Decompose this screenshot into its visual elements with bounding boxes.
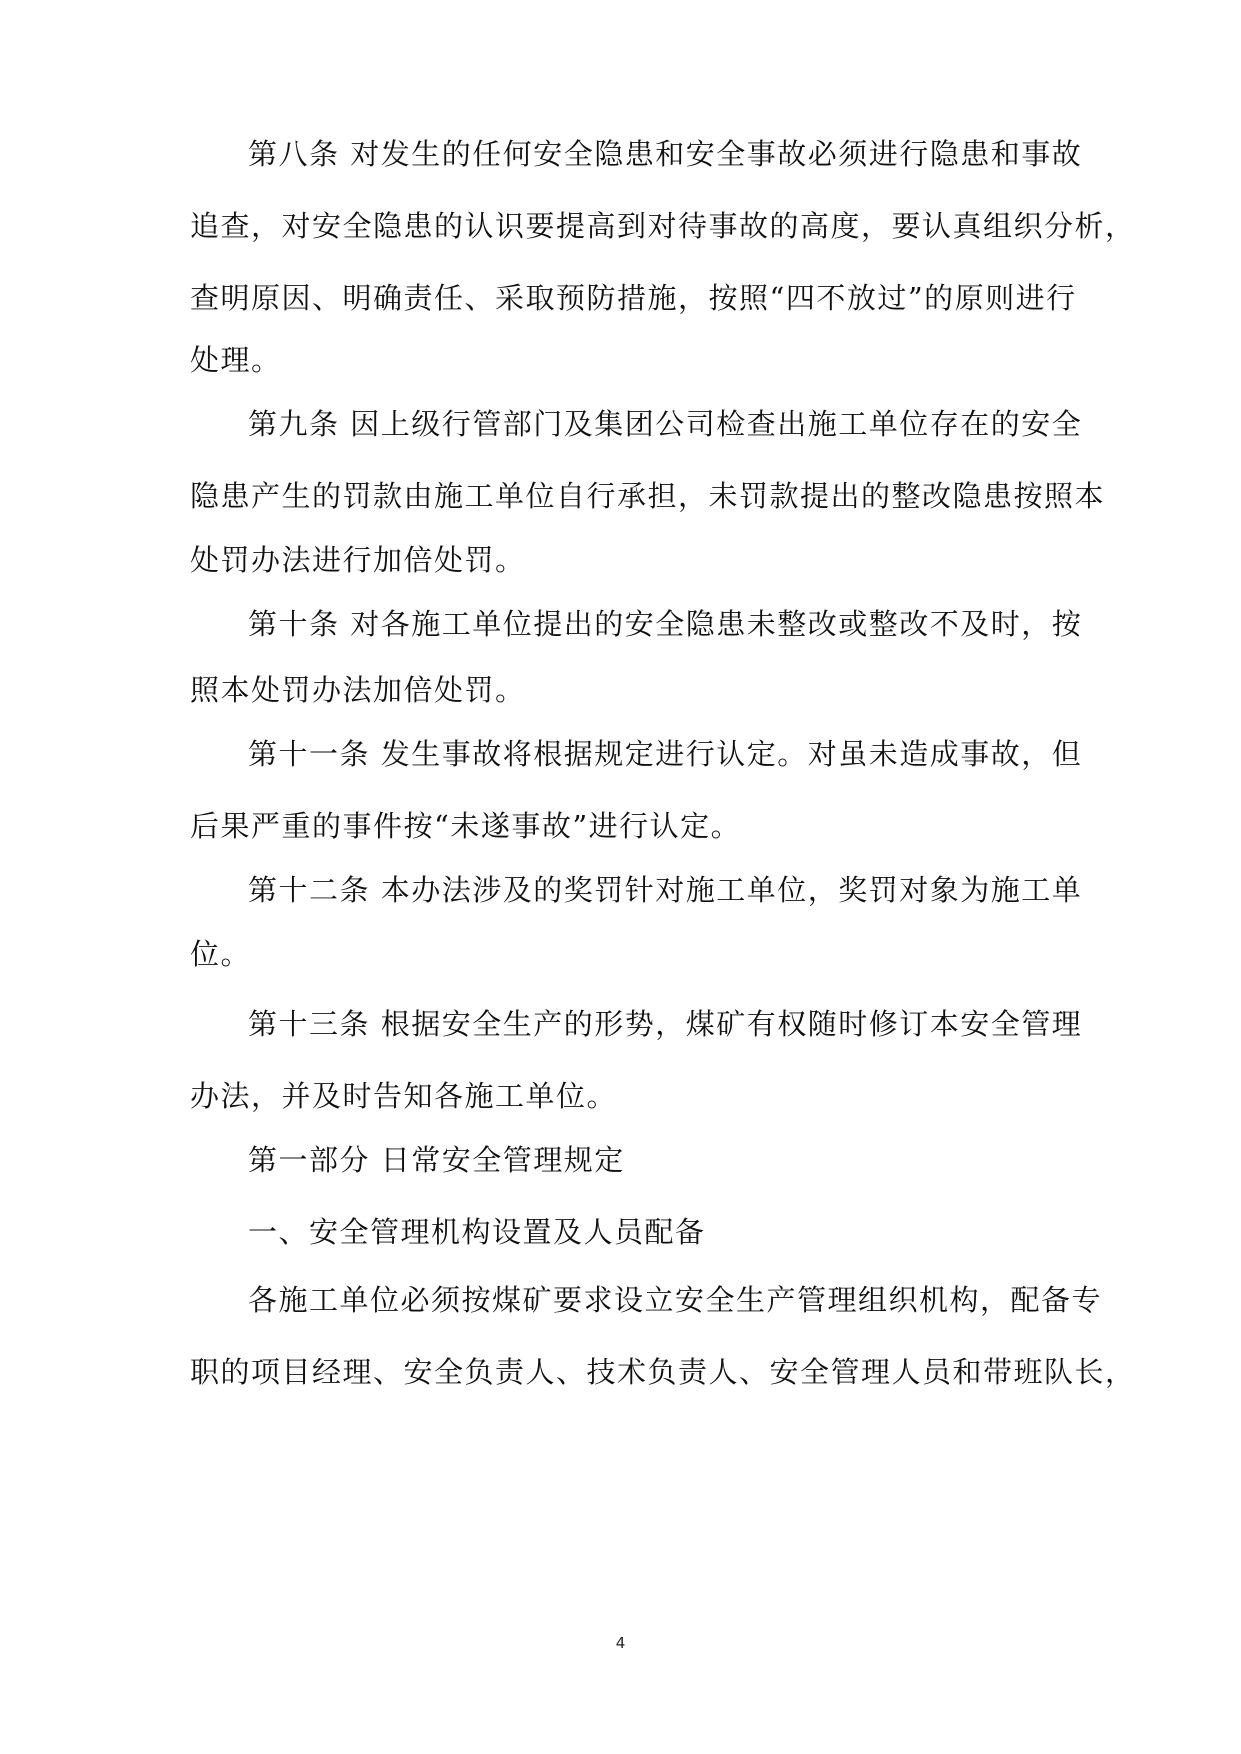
article-8-line-3: 查明原因、明确责任、采取预防措施，按照“四不放过”的原则进行 <box>190 281 1077 315</box>
body-paragraph-line-1: 各施工单位必须按煤矿要求设立安全生产管理组织机构，配备专 <box>248 1283 1103 1317</box>
article-10-line-2: 照本处罚办法加倍处罚。 <box>190 673 526 707</box>
section-heading-part-1: 第一部分 日常安全管理规定 <box>248 1143 625 1177</box>
article-12-line-2: 位。 <box>190 937 252 971</box>
article-11-line-1: 第十一条 发生事故将根据规定进行认定。对虽未造成事故，但 <box>248 737 1083 771</box>
article-12-line-1: 第十二条 本办法涉及的奖罚针对施工单位，奖罚对象为施工单 <box>248 873 1083 907</box>
body-paragraph-line-2: 职的项目经理、安全负责人、技术负责人、安全管理人员和带班队长， <box>190 1355 1136 1389</box>
article-13-line-2: 办法，并及时告知各施工单位。 <box>190 1079 618 1113</box>
article-8-line-1: 第八条 对发生的任何安全隐患和安全事故必须进行隐患和事故 <box>248 137 1083 171</box>
article-13-line-1: 第十三条 根据安全生产的形势，煤矿有权随时修订本安全管理 <box>248 1007 1083 1041</box>
article-8-line-2: 追查，对安全隐患的认识要提高到对待事故的高度，要认真组织分析， <box>190 209 1136 243</box>
page-number: 4 <box>615 1634 626 1652</box>
article-11-line-2: 后果严重的事件按“未遂事故”进行认定。 <box>190 809 742 843</box>
article-9-line-2: 隐患产生的罚款由施工单位自行承担，未罚款提出的整改隐患按照本 <box>190 479 1106 513</box>
article-9-line-3: 处罚办法进行加倍处罚。 <box>190 543 526 577</box>
article-9-line-1: 第九条 因上级行管部门及集团公司检查出施工单位存在的安全 <box>248 407 1083 441</box>
article-10-line-1: 第十条 对各施工单位提出的安全隐患未整改或整改不及时，按 <box>248 607 1083 641</box>
subsection-heading-1: 一、安全管理机构设置及人员配备 <box>248 1215 706 1249</box>
article-8-line-4: 处理。 <box>190 343 282 377</box>
